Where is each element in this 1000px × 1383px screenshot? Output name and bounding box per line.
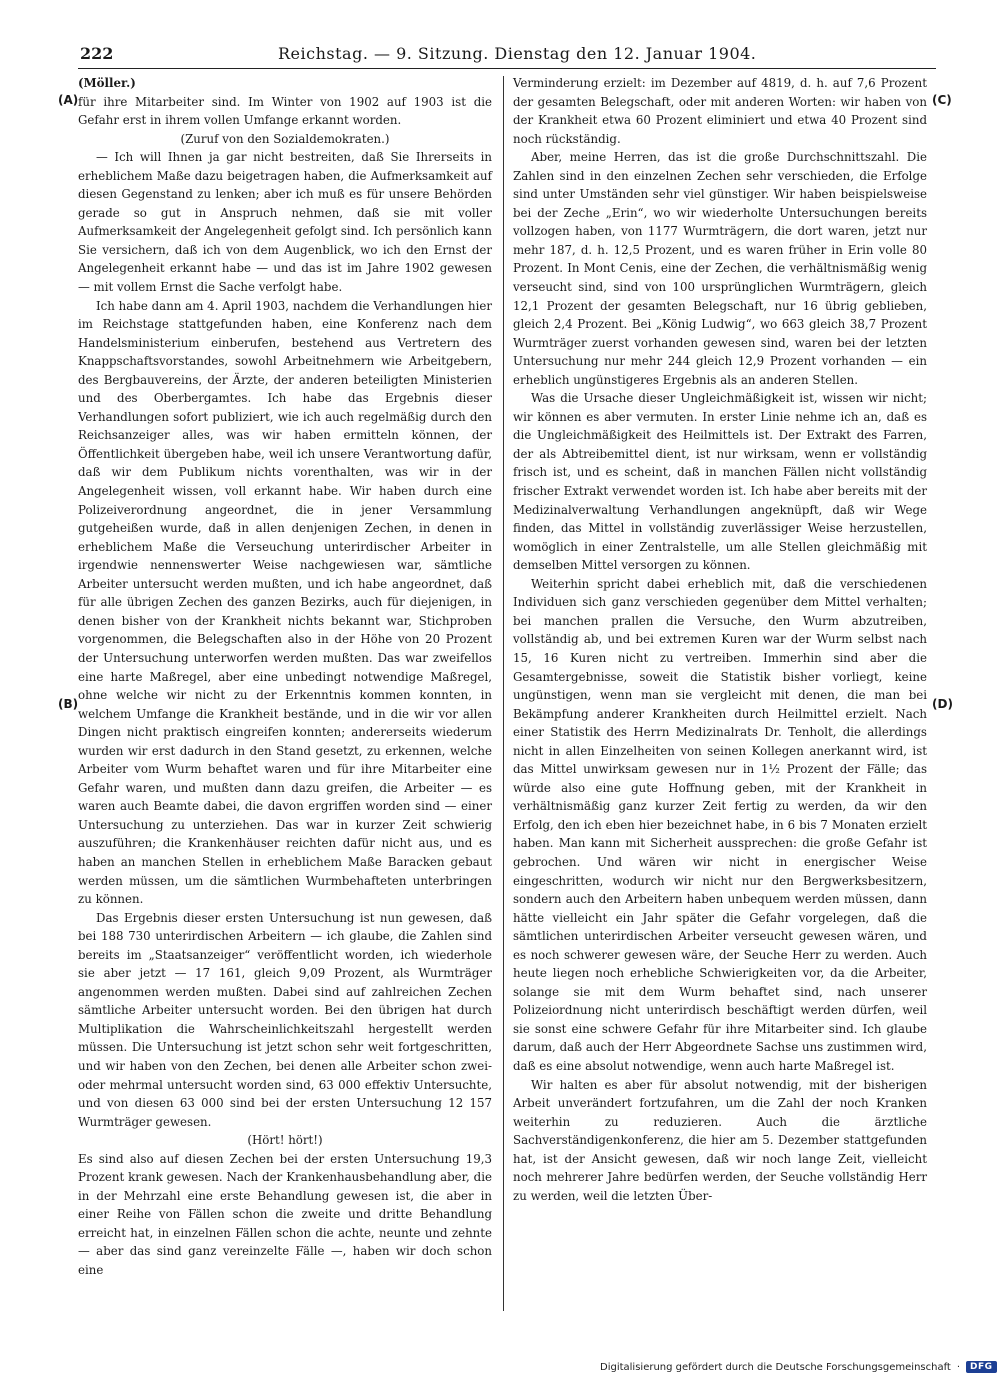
- interjection: (Zuruf von den Sozialdemokraten.): [180, 131, 390, 146]
- margin-mark-a: (A): [58, 93, 79, 107]
- paragraph: Es sind also auf diesen Zechen bei der ersten Untersuchung 19,3 Prozent krank gewesen. Nach der Krankenhausbehandlung aber, die in der Mehrzahl eine erste Behandlung gewesen ist, die aber in einer Reihe von Fällen schon die zweite und dritte Behandlung erreicht hat, in einzelnen Fällen schon die achte, neunte und zehnte — aber das sind ganz vereinzelte Fälle —, haben wir doch schon eine: [78, 1151, 492, 1277]
- page-number: 222: [80, 44, 114, 63]
- speaker-name: (Möller.): [78, 76, 136, 90]
- paragraph: Das Ergebnis dieser ersten Untersuchung ist nun gewesen, daß bei 188 730 unterirdischen Arbeitern — ich glaube, die Zahlen sind bereits im „Staatsanzeiger“ veröffentlicht worden, ich wiederhole sie aber jetzt — 17 161, gleich 9,09 Prozent, als Wurmträger angenommen werden mußten. Dabei sind auf zahlreichen Zechen sämtliche Arbeiter untersucht worden. Bei den übrigen hat durch Multiplikation die Wahrscheinlichkeitszahl hergestellt werden müssen. Die Untersuchung ist jetzt schon sehr weit fortgeschritten, und wir haben von den Zechen, bei denen alle Arbeiter schon zwei- oder mehrmal untersucht worden sind, 63 000 effektiv Untersuchte, und von diesen 63 000 sind bei der ersten Untersuchung 12 157 Wurmträger gewesen.: [78, 910, 492, 1129]
- separator-dot: ·: [956, 1361, 961, 1373]
- paragraph: für ihre Mitarbeiter sind. Im Winter von 1902 auf 1903 ist die Gefahr erst in ihrem vollen Umfange erkannt worden.: [78, 94, 492, 128]
- paragraph: — Ich will Ihnen ja gar nicht bestreiten, daß Sie Ihrerseits in erheblichem Maße dazu beigetragen haben, die Aufmerksamkeit auf diesen Gegenstand zu lenken; aber ich muß es für unsere Behörden gerade so gut in Anspruch nehmen, daß sie mit voller Aufmerksamkeit der Angelegenheit gefolgt sind. Ich persönlich kann Sie versichern, daß ich von dem Augenblick, wo ich den Ernst der Angelegenheit erkannt habe — und das ist im Jahre 1902 gewesen — mit vollem Ernst die Sache verfolgt habe.: [78, 150, 492, 295]
- footer-text: Digitalisierung gefördert durch die Deutsche Forschungsgemeinschaft: [600, 1361, 951, 1373]
- paragraph: Was die Ursache dieser Ungleichmäßigkeit ist, wissen wir nicht; wir können es aber vermuten. In erster Linie nehme ich an, daß es die Ungleichmäßigkeit des Heilmittels ist. Der Extrakt des Farren, der als Abtreibemittel dient, ist nur wirksam, wenn er vollständig frisch ist, und es scheint, daß in manchen Fällen nicht vollständig frischer Extrakt verwendet worden ist. Ich habe aber bereits mit der Medizinalverwaltung Verhandlungen angeknüpft, daß wir Wege finden, das Mittel in vollständig zuverlässiger Weise herzustellen, womöglich in einer Zentralstelle, um alle Stellen gleichmäßig mit demselben Mittel versorgen zu können.: [513, 391, 927, 573]
- footer-credit: [600, 1361, 997, 1373]
- left-column: [78, 74, 492, 1280]
- paragraph: Wir halten es aber für absolut notwendig, mit der bisherigen Arbeit unverändert fortzufahren, um die Zahl der noch Kranken weiterhin zu reduzieren. Auch die ärztliche Sachverständigenkonferenz, die hier am 5. Dezember stattgefunden hat, ist der Ansicht gewesen, daß wir noch lange Zeit, vielleicht noch mehrerer Jahre bedürfen werden, der Seuche vollständig Herr zu werden, weil die letzten Über-: [513, 1077, 927, 1203]
- running-title: Reichstag. — 9. Sitzung. Dienstag den 12. Januar 1904.: [278, 44, 757, 63]
- right-column: [513, 74, 927, 1205]
- paragraph: Aber, meine Herren, das ist die große Durchschnittszahl. Die Zahlen sind in den einzelnen Zechen sehr verschieden, die Erfolge sind unter Umständen sehr viel günstiger. Wir haben beispielsweise bei der Zeche „Erin“, wo wir wiederholte Untersuchungen bereits vollzogen haben, von 1177 Wurmträgern, die dort waren, jetzt nur mehr 187, d. h. 12,5 Prozent, und es waren früher in Erin volle 80 Prozent. In Mont Cenis, eine der Zechen, die verhältnismäßig wenig verseucht sind, sind von 100 ursprünglichen Wurmträgern, gleich 12,1 Prozent der gesamten Belegschaft, nur 16 übrig geblieben, gleich 2,4 Prozent. Bei „König Ludwig“, wo 663 gleich 38,7 Prozent Wurmträger zuerst vorhanden gewesen sind, waren bei der letzten Untersuchung nur mehr 244 gleich 12,9 Prozent vorhanden — ein erheblich ungünstigeres Ergebnis als an anderen Stellen.: [513, 150, 927, 387]
- interjection: (Hört! hört!): [247, 1133, 323, 1148]
- paragraph: Verminderung erzielt: im Dezember auf 4819, d. h. auf 7,6 Prozent der gesamten Belegschaft, oder mit anderen Worten: wir haben von der Krankheit etwa 60 Prozent eliminiert und etwa 40 Prozent sind noch rückständig.: [513, 76, 927, 146]
- margin-mark-b: (B): [58, 697, 79, 711]
- paragraph: Weiterhin spricht dabei erheblich mit, daß die verschiedenen Individuen sich ganz verschieden gegenüber dem Mittel verhalten; bei manchen prallen die Versuche, den Wurm abzutreiben, vollständig ab, und bei extremen Kuren war der Wurm selbst nach 15, 16 Kuren nicht zu vertreiben. Immerhin sind aber die Gesamtergebnisse, soweit die Statistik bisher vorliegt, keine ungünstigen, wenn man sie vergleicht mit denen, die man bei Bekämpfung anderer Krankheiten durch Heilmittel erzielt. Nach einer Statistik des Herrn Medizinalrats Dr. Tenholt, die allerdings nicht in allen Einzelheiten von seinen Kollegen anerkannt wird, ist das Mittel unwirksam gewesen nur in 1½ Prozent der Fälle; das würde also eine gute Hoffnung geben, mit der Krankheit in verhältnismäßig ganz kurzer Zeit fertig zu werden, da wir den Erfolg, den ich eben hier bezeichnet habe, in 6 bis 7 Monaten erzielt haben. Man kann mit Sicherheit aussprechen: die große Gefahr ist gebrochen. Und wären wir nicht in energischer Weise eingeschritten, wodurch wir nicht nur den Bergwerksbesitzern, sondern auch den Arbeitern haben unbequem werden müssen, dann hätte vielleicht ein Jahr später die Gefahr vorgelegen, daß die sämtlichen unterirdischen Arbeiter verseucht gewesen wären, und es noch schwerer gewesen wäre, der Seuche Herr zu werden. Auch heute liegen noch erhebliche Schwierigkeiten vor, da die Arbeiter, solange sie mit dem Wurm behaftet sind, nach unserer Polizeiordnung nicht unterirdisch beschäftigt werden dürfen, weil sie sonst eine schwere Gefahr für ihre Mitarbeiter sind. Ich glaube darum, daß auch der Herr Abgeordnete Sachse uns zustimmen wird, daß es eine absolut notwendige, wenn auch harte Maßregel ist.: [513, 576, 927, 1073]
- margin-mark-c: (C): [932, 93, 952, 107]
- margin-mark-d: (D): [932, 697, 953, 711]
- paragraph: Ich habe dann am 4. April 1903, nachdem die Verhandlungen hier im Reichstage stattgefunden haben, eine Konferenz nach dem Handelsministerium einberufen, bestehend aus Vertretern des Knappschaftsvorstandes, sowohl Arbeitnehmern wie Arbeitgebern, des Bergbauvereins, der Ärzte, der anderen beteiligten Ministerien und des Oberbergamtes. Ich habe das Ergebnis dieser Verhandlungen sofort publiziert, wie ich auch regelmäßig durch den Reichsanzeiger alles, was wir haben ermitteln können, der Öffentlichkeit übergeben habe, weil ich unsere Verantwortung dafür, daß wir dem Publikum nichts vorenthalten, was wir in der Angelegenheit wissen, voll erkannt habe. Wir haben durch eine Polizeiverordnung angeordnet, die in jener Versammlung gutgeheißen wurde, daß in allen denjenigen Zechen, in denen in erheblichem Maße die Verseuchung unterirdischer Arbeiter in irgendwie nennenswerter Weise nachgewiesen war, sämtliche Arbeiter untersucht werden mußten, und ich habe angeordnet, daß für alle übrigen Zechen des ganzen Bezirks, auch für diejenigen, in denen bisher von der Krankheit nichts bekannt war, Stichproben vorgenommen, die Belegschaften also in der Höhe von 20 Prozent der Untersuchung unterworfen werden mußten. Das war zweifellos eine harte Maßregel, aber eine unbedingt notwendige Maßregel, ohne welche wir nicht zu der Erkenntnis kommen konnten, in welchem Umfange die Krankheit bestände, und in die wir vor allen Dingen nicht praktisch eingreifen konnten; andererseits wiederum wurden wir erst dadurch in den Stand gesetzt, zu erkennen, welche Arbeiter vom Wurm behaftet waren und für ihre Mitarbeiter eine Gefahr waren, und mußten dann dazu greifen, die Arbeiter — es waren auch Beamte dabei, die davon ergriffen worden sind — einer Untersuchung zu unterziehen. Das war in kurzer Zeit schwierig auszuführen; die Krankenhäuser reichten dafür nicht aus, und es haben an manchen Stellen in erheblichem Maße Baracken gebaut werden müssen, um die sämtlichen Wurmbehafteten unterbringen zu können.: [78, 298, 492, 907]
- dfg-logo: DFG: [966, 1361, 997, 1373]
- running-header: [78, 42, 936, 69]
- column-divider: [503, 76, 504, 1311]
